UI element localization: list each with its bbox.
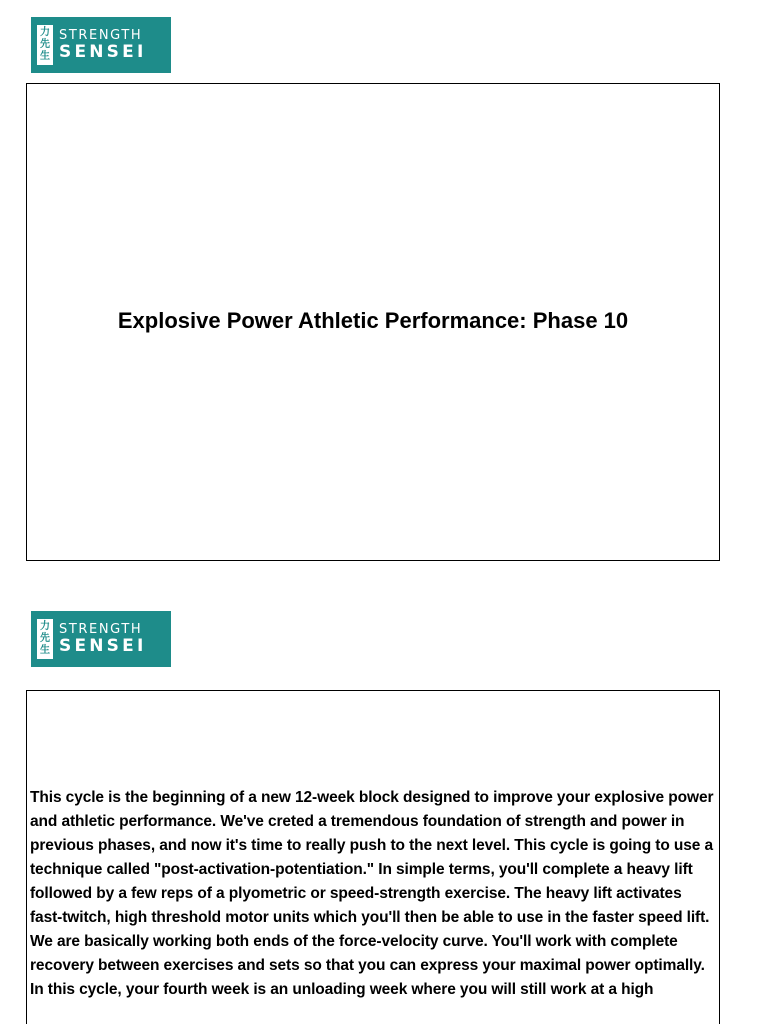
logo-seal-char-3: 生 (40, 645, 50, 656)
logo-seal-icon (37, 25, 53, 65)
title-box (26, 83, 720, 561)
page-title: Explosive Power Athletic Performance: Phase 10 (117, 308, 629, 333)
strength-sensei-logo-2 (31, 611, 171, 667)
logo-word-strength: STRENGTH (59, 622, 143, 637)
logo-seal-char-1: 力 (40, 621, 50, 632)
logo-word-sensei: SENSEI (59, 42, 147, 62)
logo-seal-char-2: 先 (40, 633, 50, 644)
logo-word-strength: STRENGTH (59, 28, 143, 43)
logo-word-sensei: SENSEI (59, 636, 147, 656)
logo-seal-icon (37, 619, 53, 659)
logo-seal-char-1: 力 (40, 27, 50, 38)
strength-sensei-logo (31, 17, 171, 73)
logo-seal-char-2: 先 (40, 39, 50, 50)
description-box (26, 690, 720, 1024)
logo-seal-char-3: 生 (40, 51, 50, 62)
phase-description: This cycle is the beginning of a new 12-week block designed to improve your explosive power and athletic performance. We've creted a tremendous foundation of strength and power in previous phases, and now it's time to really push to the next level. This cycle is going to use a technique called "post-activation-potentiation." In simple terms, you'll complete a heavy lift followed by a few reps of a plyometric or speed-strength exercise. The heavy lift activates fast-twitch, high threshold motor units which you'll then be able to use in the faster speed lift. We are basically working both ends of the force-velocity curve. You'll work with complete recovery between exercises and sets so that you can express your maximal power optimally. In this cycle, your fourth week is an unloading week where you will still work at a high (30, 789, 714, 998)
